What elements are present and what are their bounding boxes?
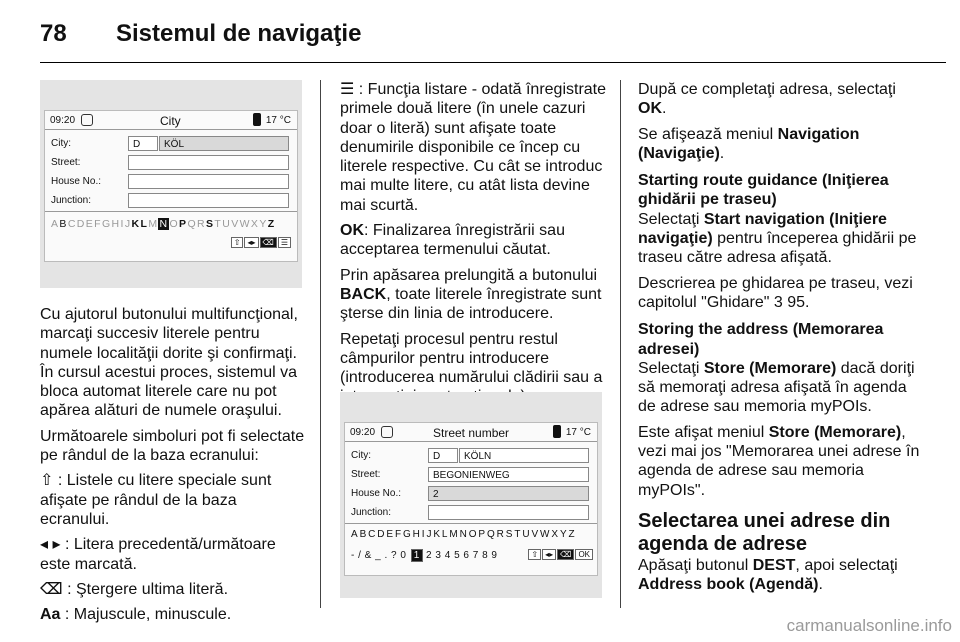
paragraph: Descrierea pe ghidarea pe traseu, vezi capitolul "Ghidare" 3 95. bbox=[638, 274, 913, 311]
nav-screen-city bbox=[44, 110, 298, 262]
backspace-icon[interactable]: ⌫ bbox=[260, 237, 277, 248]
paragraph: Se afişează meniul Navigation (Navigaţie). bbox=[638, 125, 860, 162]
control-buttons bbox=[230, 237, 291, 248]
reference-arrow-icon: 3 bbox=[773, 293, 783, 311]
shift-icon: ⇧ bbox=[40, 472, 54, 490]
column-2 bbox=[340, 80, 608, 413]
clock-time: 09:20 bbox=[350, 427, 376, 438]
section-heading: Storing the address (Memorarea adresei) bbox=[638, 321, 884, 358]
label-house: House No.: bbox=[351, 488, 402, 499]
watermark: carmanualsonline.info bbox=[786, 616, 952, 635]
label-street: Street: bbox=[351, 469, 381, 480]
control-buttons bbox=[527, 549, 593, 560]
city-field[interactable]: KÖLN bbox=[459, 448, 589, 463]
symbol-row[interactable]: - / & _ . ? 0 1 2 3 4 5 6 7 8 9 bbox=[351, 550, 498, 561]
paragraph: ◂ ▸ : Litera precedentă/următoare este marcată. bbox=[40, 536, 276, 573]
paragraph: Aa : Majuscule, minuscule. bbox=[40, 606, 232, 624]
figure-city-screen bbox=[40, 80, 302, 288]
case-icon: Aa bbox=[40, 606, 61, 624]
nav-screen-street-number bbox=[344, 422, 598, 576]
street-field[interactable]: BEGONIENWEG bbox=[428, 467, 589, 482]
list-icon: ☰ bbox=[340, 81, 355, 98]
junction-field[interactable] bbox=[128, 193, 289, 208]
thermometer-icon bbox=[553, 425, 561, 438]
divider bbox=[45, 211, 297, 212]
page-title: Sistemul de navigaţie bbox=[116, 20, 362, 47]
paragraph: După ce completaţi adresa, selectaţi OK. bbox=[638, 81, 896, 118]
prev-next-icon[interactable]: ◂▸ bbox=[244, 237, 258, 248]
screen-topbar bbox=[345, 423, 597, 442]
label-junction: Junction: bbox=[51, 195, 92, 206]
house-field[interactable] bbox=[128, 174, 289, 189]
ok-button[interactable]: OK bbox=[575, 549, 593, 560]
backspace-icon: ⌫ bbox=[40, 580, 63, 598]
junction-field[interactable] bbox=[428, 505, 589, 520]
paragraph: Selectaţi Start navigation (Iniţiere navigaţie) pentru începerea ghidării pe traseu către adresa afişată. bbox=[638, 210, 917, 267]
paragraph: ⌫ : Ştergere ultima literă. bbox=[40, 580, 229, 598]
prev-next-icon[interactable]: ◂▸ bbox=[542, 549, 556, 560]
paragraph: Repetaţi procesul pentru restul câmpurilor pentru introducere (introducerea numărului clădirii sau a bbox=[340, 330, 603, 387]
paragraph: Apăsaţi butonul DEST, apoi selectaţi Address book (Agendă). bbox=[638, 556, 898, 594]
backspace-icon[interactable]: ⌫ bbox=[557, 549, 574, 560]
paragraph: ⇧ : Listele cu litere speciale sunt afişate pe rândul de la baza ecranului. bbox=[40, 472, 272, 528]
alphabet-row[interactable]: ABCDEFGHIJKLMNOPQRSTUVWXYZ bbox=[51, 218, 276, 230]
temperature: 17 °C bbox=[265, 115, 291, 126]
paragraph: Cu ajutorul butonului multifuncţional, marcaţi succesiv literele pentru numele localităţii dorite şi confirmaţi. În cursul acestui proces, sistemul va bloca automat literele care nu pot apărea alături de numele oraşului. bbox=[40, 306, 298, 420]
paragraph: Prin apăsarea prelungită a butonului BACK, toate literele înregistrate sunt şterse din linia de introducere. bbox=[340, 266, 602, 323]
street-field[interactable] bbox=[128, 155, 289, 170]
house-field[interactable]: 2 bbox=[428, 486, 589, 501]
prev-next-icon: ◂ ▸ bbox=[40, 536, 61, 554]
country-field[interactable]: D bbox=[428, 448, 458, 463]
clock-icon bbox=[381, 426, 393, 438]
shift-icon[interactable]: ⇧ bbox=[528, 549, 541, 560]
label-junction: Junction: bbox=[351, 507, 392, 518]
section-heading: Starting route guidance (Iniţierea ghidării pe traseu) bbox=[638, 172, 889, 209]
alphabet-row[interactable]: ABCDEFGHIJKLMNOPQRSTUVWXYZ bbox=[351, 529, 577, 540]
column-divider bbox=[620, 80, 621, 608]
paragraph: OK: Finalizarea înregistrării sau acceptarea termenului căutat. bbox=[340, 222, 565, 259]
city-field[interactable]: KÖL bbox=[159, 136, 289, 151]
column-3 bbox=[638, 80, 928, 601]
list-icon[interactable]: ☰ bbox=[278, 237, 291, 248]
column-1 bbox=[40, 305, 308, 630]
header-rule bbox=[40, 62, 946, 63]
page-header bbox=[0, 0, 960, 66]
screen-title: City bbox=[160, 114, 181, 128]
thermometer-icon bbox=[253, 113, 261, 126]
column-divider bbox=[320, 80, 321, 608]
temperature: 17 °C bbox=[565, 427, 591, 438]
shift-icon[interactable]: ⇧ bbox=[231, 237, 244, 248]
paragraph: Următoarele simboluri pot fi selectate pe rândul de la baza ecranului: bbox=[40, 427, 305, 465]
clock-time: 09:20 bbox=[50, 115, 76, 126]
page-number: 78 bbox=[40, 20, 67, 47]
label-city: City: bbox=[51, 138, 71, 149]
screen-topbar bbox=[45, 111, 297, 130]
paragraph: Este afişat meniul Store (Memorare), vezi mai jos "Memorarea unei adrese în agenda de adrese sau memoria myPOIs". bbox=[638, 423, 920, 499]
country-field[interactable]: D bbox=[128, 136, 158, 151]
section-heading-large: Selectarea unei adrese din agenda de adrese bbox=[638, 509, 891, 555]
paragraph: ☰ : Funcţia listare - odată înregistrate primele două litere (în unele cazuri doar o literă) sunt afişate toate denumirile disponibile ce încep cu literele respective. Cu cât se introduc mai multe litere, cu atât lista devine mai scurtă. bbox=[340, 81, 607, 214]
paragraph: Selectaţi Store (Memorare) dacă doriţi să memoraţi adresa afişată în agenda de adrese sau memoria myPOIs. bbox=[638, 359, 915, 416]
screen-title: Street number bbox=[433, 426, 510, 440]
figure-street-number-screen bbox=[340, 392, 602, 598]
label-street: Street: bbox=[51, 157, 81, 168]
clock-icon bbox=[81, 114, 93, 126]
divider bbox=[345, 523, 597, 524]
label-house: House No.: bbox=[51, 176, 102, 187]
selected-symbol: 1 bbox=[411, 549, 423, 562]
label-city: City: bbox=[351, 450, 371, 461]
